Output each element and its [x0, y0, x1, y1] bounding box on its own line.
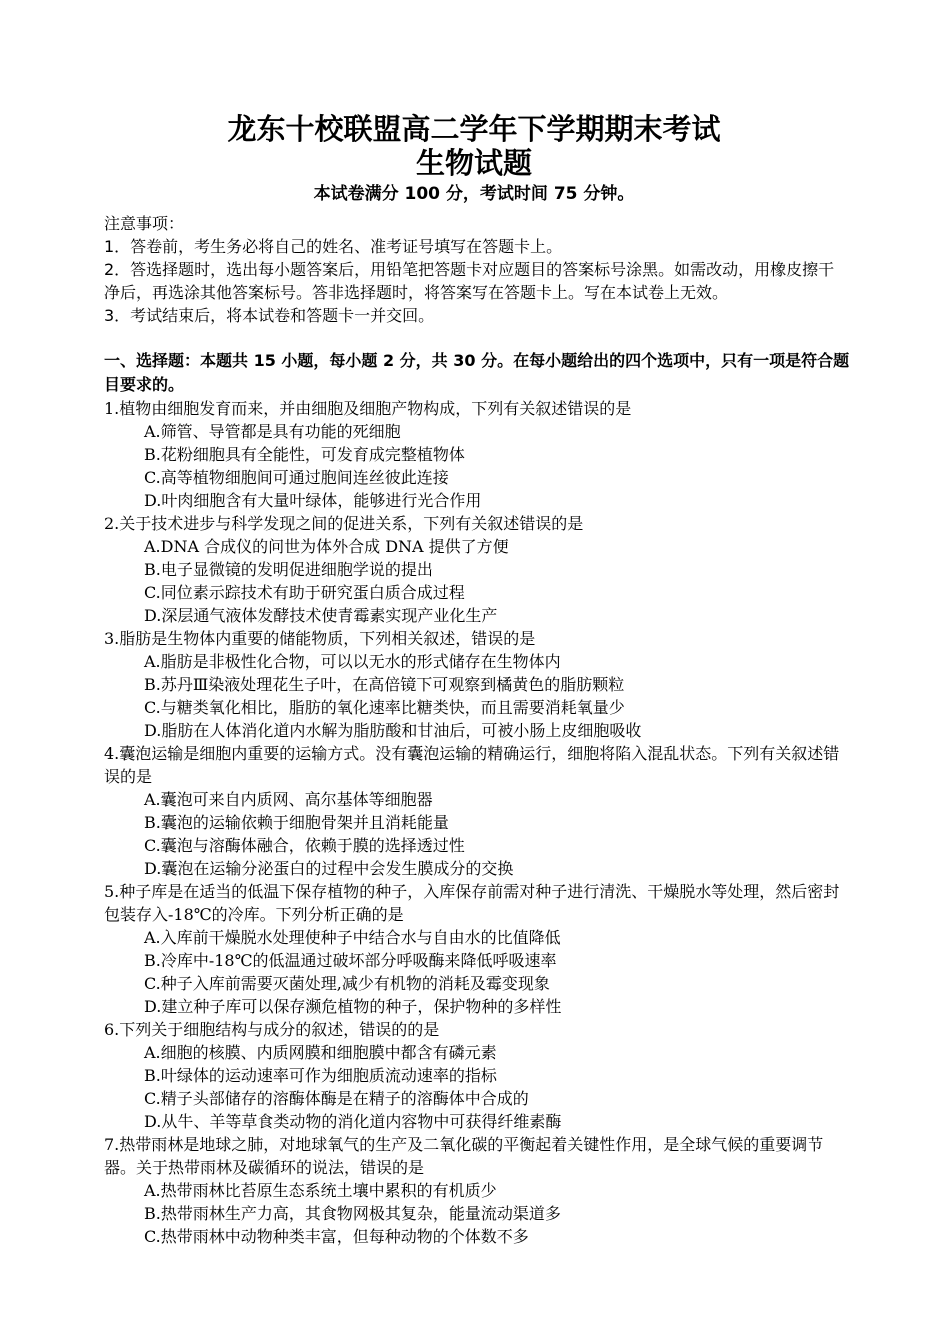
option-c: C.精子头部储存的溶酶体酶是在精子的溶酶体中合成的 — [144, 1089, 529, 1108]
score-time-info: 本试卷满分 100 分，考试时间 75 分钟。 — [313, 184, 635, 204]
option-a: A.DNA 合成仪的问世为体外合成 DNA 提供了方便 — [144, 537, 509, 556]
question-stem: 4.囊泡运输是细胞内重要的运输方式。没有囊泡运输的精确运行，细胞将陷入混乱状态。下列有关叙述错误的是 — [104, 744, 840, 786]
option-d: D.脂肪在人体消化道内水解为脂肪酸和甘油后，可被小肠上皮细胞吸收 — [144, 721, 642, 740]
exam-page — [104, 112, 850, 1248]
question-6 — [104, 1018, 850, 1133]
option-c: C.与糖类氧化相比，脂肪的氧化速率比糖类快，而且需要消耗氧量少 — [144, 698, 625, 717]
option-a: A.脂肪是非极性化合物，可以以无水的形式储存在生物体内 — [144, 652, 561, 671]
option-c: C.囊泡与溶酶体融合，依赖于膜的选择透过性 — [144, 836, 465, 855]
question-stem: 1.植物由细胞发育而来，并由细胞及细胞产物构成，下列有关叙述错误的是 — [104, 399, 632, 418]
option-c: C.热带雨林中动物种类丰富，但每种动物的个体数不多 — [144, 1227, 529, 1246]
question-stem: 5.种子库是在适当的低温下保存植物的种子，入库保存前需对种子进行清洗、干燥脱水等处理，然后密封包装存入-18℃的冷库。下列分析正确的是 — [104, 882, 840, 924]
question-7 — [104, 1133, 850, 1248]
option-a: A.入库前干燥脱水处理使种子中结合水与自由水的比值降低 — [144, 928, 561, 947]
option-b: B.热带雨林生产力高，其食物网极其复杂，能量流动渠道多 — [144, 1204, 561, 1223]
question-stem: 7.热带雨林是地球之肺，对地球氧气的生产及二氧化碳的平衡起着关键性作用，是全球气候的重要调节器。关于热带雨林及碳循环的说法，错误的是 — [104, 1135, 824, 1177]
question-4 — [104, 742, 850, 880]
option-c: C.种子入库前需要灭菌处理,减少有机物的消耗及霉变现象 — [144, 974, 550, 993]
option-a: A.热带雨林比苔原生态系统土壤中累积的有机质少 — [144, 1181, 497, 1200]
option-d: D.叶肉细胞含有大量叶绿体，能够进行光合作用 — [144, 491, 482, 510]
question-stem: 2.关于技术进步与科学发现之间的促进关系，下列有关叙述错误的是 — [104, 514, 584, 533]
question-stem: 3.脂肪是生物体内重要的储能物质，下列相关叙述，错误的是 — [104, 629, 536, 648]
option-c: C.高等植物细胞间可通过胞间连丝彼此连接 — [144, 468, 449, 487]
question-3 — [104, 627, 850, 742]
option-b: B.叶绿体的运动速率可作为细胞质流动速率的指标 — [144, 1066, 497, 1085]
option-b: B.花粉细胞具有全能性，可发育成完整植物体 — [144, 445, 465, 464]
option-b: B.电子显微镜的发明促进细胞学说的提出 — [144, 560, 433, 579]
notice-block — [104, 212, 850, 327]
option-d: D.囊泡在运输分泌蛋白的过程中会发生膜成分的交换 — [144, 859, 514, 878]
option-c: C.同位素示踪技术有助于研究蛋白质合成过程 — [144, 583, 465, 602]
option-a: A.囊泡可来自内质网、高尔基体等细胞器 — [144, 790, 433, 809]
question-1 — [104, 397, 850, 512]
spacer — [104, 327, 850, 349]
option-a: A.细胞的核膜、内质网膜和细胞膜中都含有磷元素 — [144, 1043, 497, 1062]
option-b: B.囊泡的运输依赖于细胞骨架并且消耗能量 — [144, 813, 449, 832]
notice-heading: 注意事项： — [104, 214, 185, 233]
notice-item: 3．考试结束后，将本试卷和答题卡一并交回。 — [104, 306, 435, 325]
subject-title: 生物试题 — [415, 146, 532, 180]
option-b: B.冷库中-18℃的低温通过破坏部分呼吸酶来降低呼吸速率 — [144, 951, 557, 970]
notice-item: 1．答卷前，考生务必将自己的姓名、准考证号填写在答题卡上。 — [104, 237, 563, 256]
question-stem: 6.下列关于细胞结构与成分的叙述，错误的的是 — [104, 1020, 440, 1039]
option-a: A.筛管、导管都是具有功能的死细胞 — [144, 422, 401, 441]
exam-title: 龙东十校联盟高二学年下学期期末考试 — [227, 112, 721, 146]
question-5 — [104, 880, 850, 1018]
option-d: D.从牛、羊等草食类动物的消化道内容物中可获得纤维素酶 — [144, 1112, 562, 1131]
question-2 — [104, 512, 850, 627]
option-d: D.建立种子库可以保存濒危植物的种子，保护物种的多样性 — [144, 997, 562, 1016]
option-d: D.深层通气液体发酵技术使青霉素实现产业化生产 — [144, 606, 498, 625]
section-heading: 一、选择题：本题共 15 小题，每小题 2 分，共 30 分。在每小题给出的四个选项中，只有一项是符合题目要求的。 — [104, 351, 850, 394]
option-b: B.苏丹Ⅲ染液处理花生子叶，在高倍镜下可观察到橘黄色的脂肪颗粒 — [144, 675, 625, 694]
notice-item: 2．答选择题时，选出每小题答案后，用铅笔把答题卡对应题目的答案标号涂黑。如需改动，用橡皮擦干净后，再选涂其他答案标号。答非选择题时，将答案写在答题卡上。写在本试卷上无效。 — [104, 260, 835, 302]
